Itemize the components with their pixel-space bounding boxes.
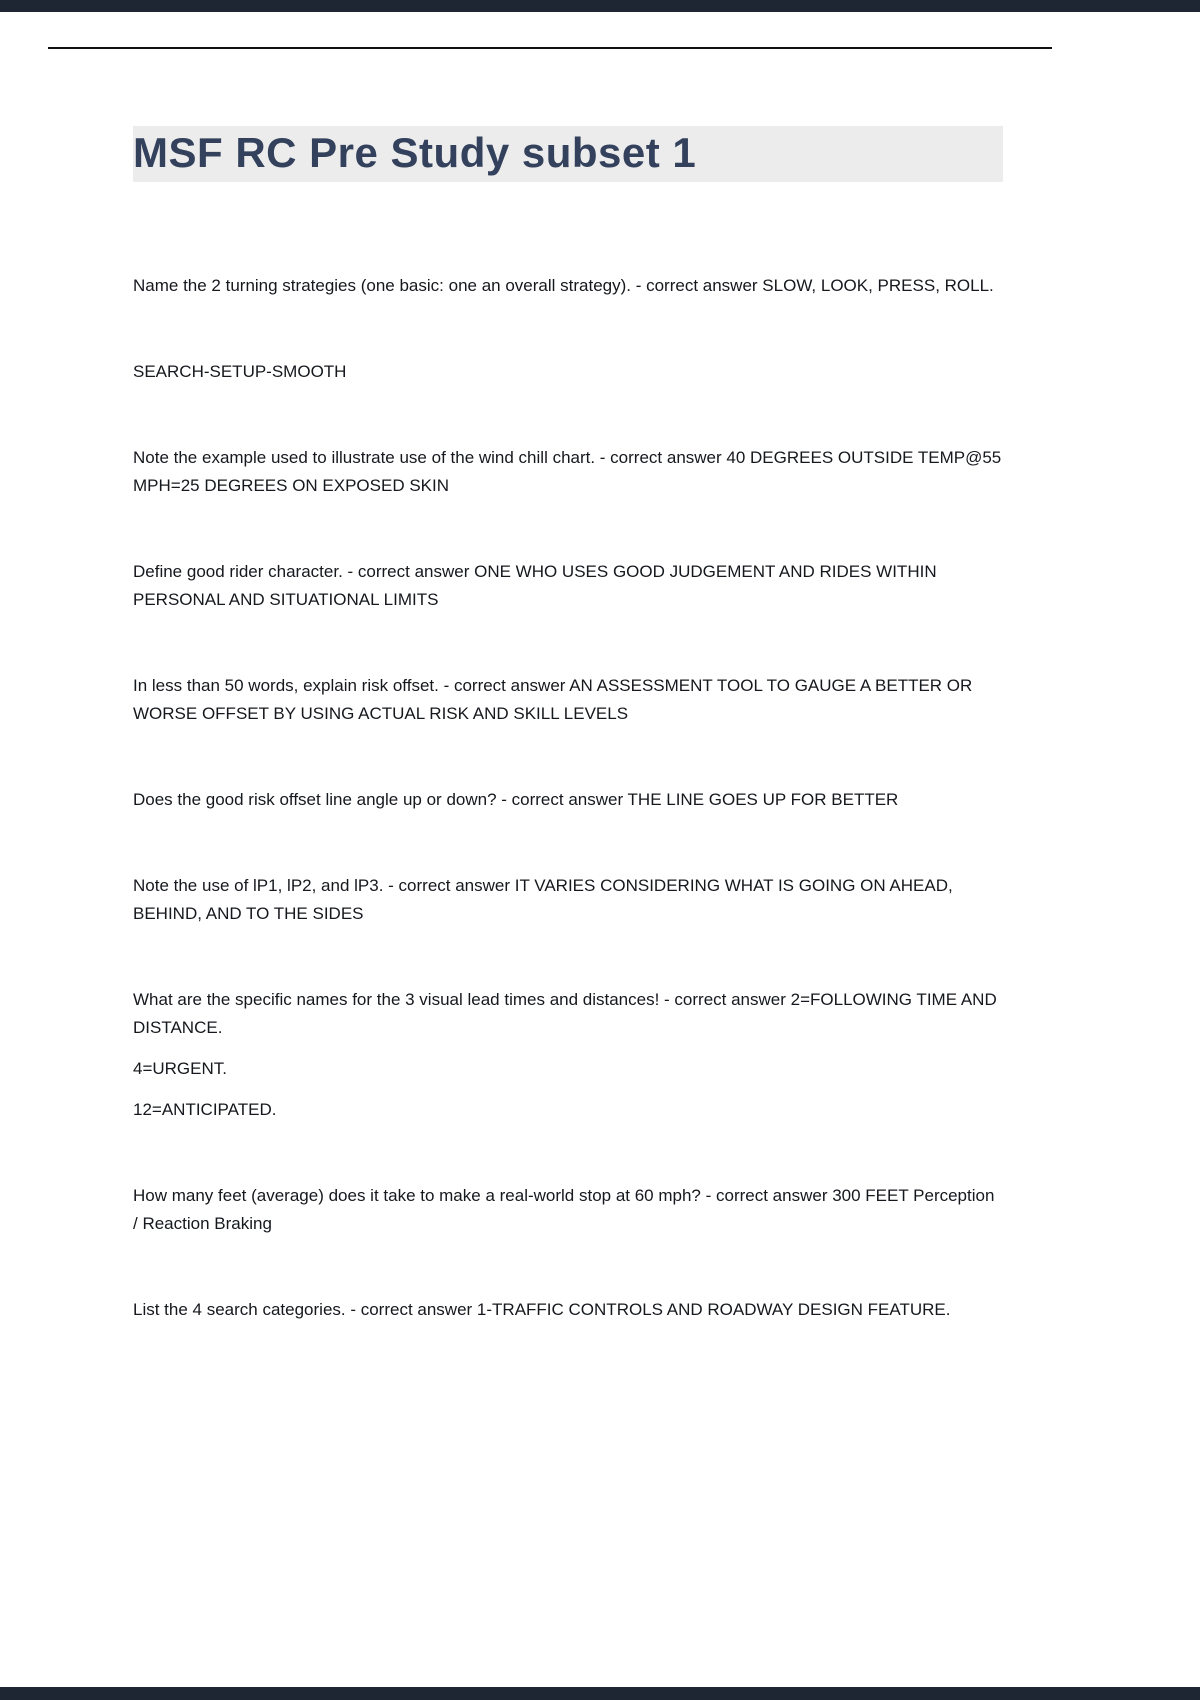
qa-block [133,872,1003,928]
qa-text: SEARCH-SETUP-SMOOTH [133,362,347,382]
qa-block [133,558,1003,614]
qa-block [133,672,1003,728]
qa-text: What are the specific names for the 3 visual lead times and distances! - correct answer 2=FOLLOWING TIME AND DISTANCE. [133,990,997,1038]
qa-block [133,272,1003,300]
document-content [133,0,1003,1324]
qa-text: In less than 50 words, explain risk offset. - correct answer AN ASSESSMENT TOOL TO GAUGE A BETTER OR WORSE OFFSET BY USING ACTUAL RISK AND SKILL LEVELS [133,676,973,724]
qa-block [133,986,1003,1124]
qa-text: 4=URGENT. [133,1059,227,1079]
bottom-bar [0,1687,1200,1700]
qa-block [133,786,1003,814]
qa-text: 12=ANTICIPATED. [133,1100,277,1120]
qa-text: Note the use of lP1, lP2, and lP3. - correct answer IT VARIES CONSIDERING WHAT IS GOING ON AHEAD, BEHIND, AND TO THE SIDES [133,876,953,924]
qa-text: How many feet (average) does it take to make a real-world stop at 60 mph? - correct answer 300 FEET Perception / Reaction Braking [133,1186,995,1234]
qa-block [133,358,1003,386]
qa-text: Does the good risk offset line angle up or down? - correct answer THE LINE GOES UP FOR BETTER [133,790,899,810]
qa-text: Note the example used to illustrate use of the wind chill chart. - correct answer 40 DEGREES OUTSIDE TEMP@55 MPH=25 DEGREES ON EXPOSED SKIN [133,448,1002,496]
qa-block [133,444,1003,500]
page-title: MSF RC Pre Study subset 1 [133,126,1003,182]
qa-text: Define good rider character. - correct answer ONE WHO USES GOOD JUDGEMENT AND RIDES WITHIN PERSONAL AND SITUATIONAL LIMITS [133,562,937,610]
qa-block [133,1296,1003,1324]
qa-block [133,1182,1003,1238]
qa-text: List the 4 search categories. - correct answer 1-TRAFFIC CONTROLS AND ROADWAY DESIGN FEATURE. [133,1300,951,1320]
qa-text: Name the 2 turning strategies (one basic: one an overall strategy). - correct answer SLOW, LOOK, PRESS, ROLL. [133,276,994,296]
